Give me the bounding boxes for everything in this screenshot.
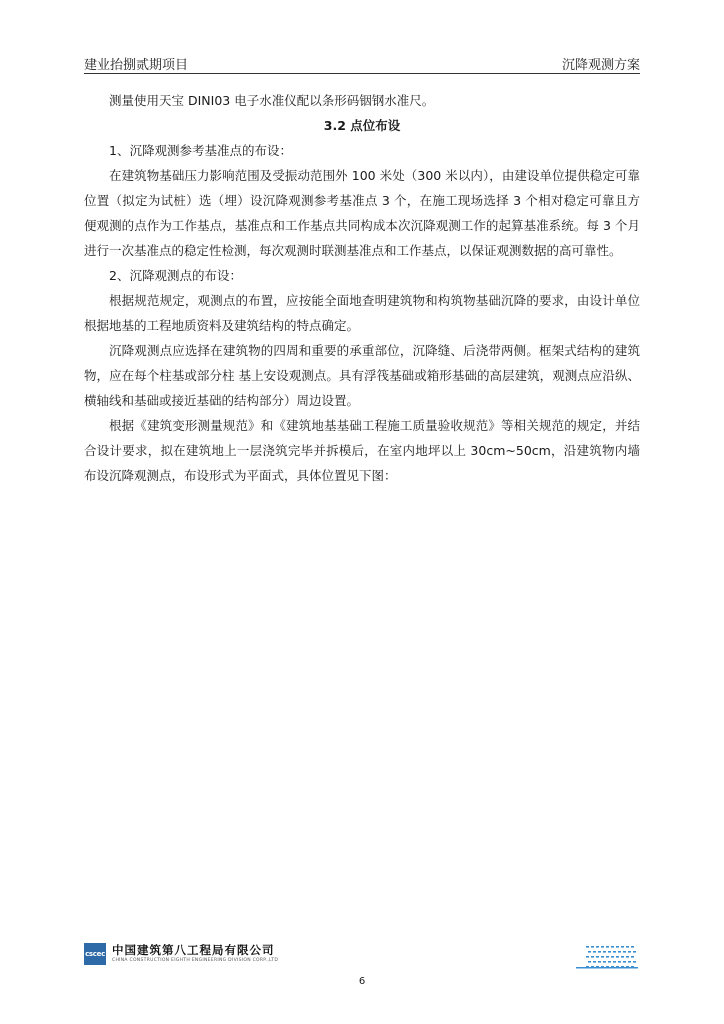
- footer-mark-segment: [618, 951, 621, 953]
- page-number: 6: [358, 976, 366, 987]
- footer-mark-segment: [593, 951, 596, 953]
- footer-mark-segment: [626, 946, 629, 948]
- footer-mark-segment: [618, 961, 621, 963]
- footer-mark-segment: [633, 951, 636, 953]
- footer-mark-segment: [616, 946, 619, 948]
- section-title: 3.2 点位布设: [323, 118, 401, 133]
- footer-mark-segment: [596, 956, 599, 958]
- footer-mark-segment: [611, 956, 614, 958]
- subheading-reference-points: 1、沉降观测参考基准点的布设：: [109, 143, 292, 158]
- paragraph-instrument: 测量使用天宝 DINI03 电子水准仪配以条形码铟钢水准尺。: [109, 93, 435, 108]
- header-document-title: 沉降观测方案: [561, 58, 640, 73]
- footer-mark-segment: [593, 961, 596, 963]
- footer-mark-segment: [621, 956, 624, 958]
- footer-mark-segment: [596, 946, 599, 948]
- paragraph-layout-plan: 根据《建筑变形测量规范》和《建筑地基基础工程施工质量验收规范》等相关规范的规定，并结合设计要求，拟在建筑地上一层浇筑完毕并拆模后，在室内地坪以上 30cm~50cm，沿建筑物内墙布设沉降观测点，布设形式为平面式，具体位置见下图：: [84, 418, 640, 483]
- footer-mark-segment: [631, 946, 634, 948]
- page-footer: [84, 940, 640, 980]
- footer-mark-segment: [613, 961, 616, 963]
- company-name-cn: 中国建筑第八工程局有限公司: [112, 943, 275, 957]
- footer-mark-segment: [611, 946, 614, 948]
- footer-mark-baseline: [576, 967, 638, 969]
- footer-mark-segment: [603, 961, 606, 963]
- footer-mark-segment: [608, 961, 611, 963]
- footer-mark-segment: [623, 951, 626, 953]
- footer-mark-segment: [591, 946, 594, 948]
- footer-mark-segment: [591, 956, 594, 958]
- footer-mark-segment: [628, 961, 631, 963]
- footer-mark-segment: [606, 956, 609, 958]
- footer-mark-segment: [633, 961, 636, 963]
- footer-mark-segment: [598, 961, 601, 963]
- footer-mark-segment: [608, 951, 611, 953]
- header-project-name: 建业抬捌贰期项目: [84, 58, 189, 73]
- footer-mark-segment: [613, 951, 616, 953]
- footer-mark-segment: [626, 956, 629, 958]
- page-header: [84, 44, 640, 74]
- footer-mark-segment: [588, 951, 591, 953]
- footer-mark-segment: [606, 946, 609, 948]
- header-divider: [84, 73, 640, 74]
- company-name-en: CHINA CONSTRUCTION EIGHTH ENGINEERING DIVISION CORP.,LTD: [112, 958, 279, 963]
- footer-mark-segment: [616, 956, 619, 958]
- footer-mark-segment: [586, 956, 589, 958]
- footer-mark-segment: [621, 946, 624, 948]
- company-logo-icon: cscec: [84, 943, 106, 965]
- footer-mark-segment: [601, 956, 604, 958]
- footer-decoration-icon: [576, 944, 638, 970]
- subheading-observation-points: 2、沉降观测点的布设：: [109, 268, 242, 283]
- paragraph-reference-points: 在建筑物基础压力影响范围及受振动范围外 100 米处（300 米以内），由建设单位提供稳定可靠位置（拟定为试桩）选（埋）设沉降观测参考基准点 3 个，在施工现场选择 3 个相对稳定可靠且方便观测的点作为工作基点，基准点和工作基点共同构成本次沉降观测工作的起算基准系统。每 3 个月进行一次基准点的稳定性检测，每次观测时联测基准点和工作基点，以保证观测数据的高可靠性。: [84, 168, 640, 258]
- paragraph-spec-requirement: 根据规范规定，观测点的布置，应按能全面地查明建筑物和构筑物基础沉降的要求，由设计单位根据地基的工程地质资料及建筑结构的特点确定。: [84, 293, 640, 333]
- footer-mark-segment: [588, 961, 591, 963]
- document-body: [84, 88, 640, 488]
- footer-mark-segment: [598, 951, 601, 953]
- paragraph-point-locations: 沉降观测点应选择在建筑物的四周和重要的承重部位，沉降缝、后浇带两侧。框架式结构的建筑物，应在每个柱基或部分柱 基上安设观测点。具有浮筏基础或箱形基础的高层建筑，观测点应沿纵、横轴线和基础或接近基础的结构部分）周边设置。: [84, 343, 640, 408]
- footer-mark-segment: [603, 951, 606, 953]
- footer-mark-segment: [623, 961, 626, 963]
- footer-mark-segment: [601, 946, 604, 948]
- footer-mark-segment: [628, 951, 631, 953]
- footer-mark-segment: [586, 946, 589, 948]
- footer-mark-segment: [631, 956, 634, 958]
